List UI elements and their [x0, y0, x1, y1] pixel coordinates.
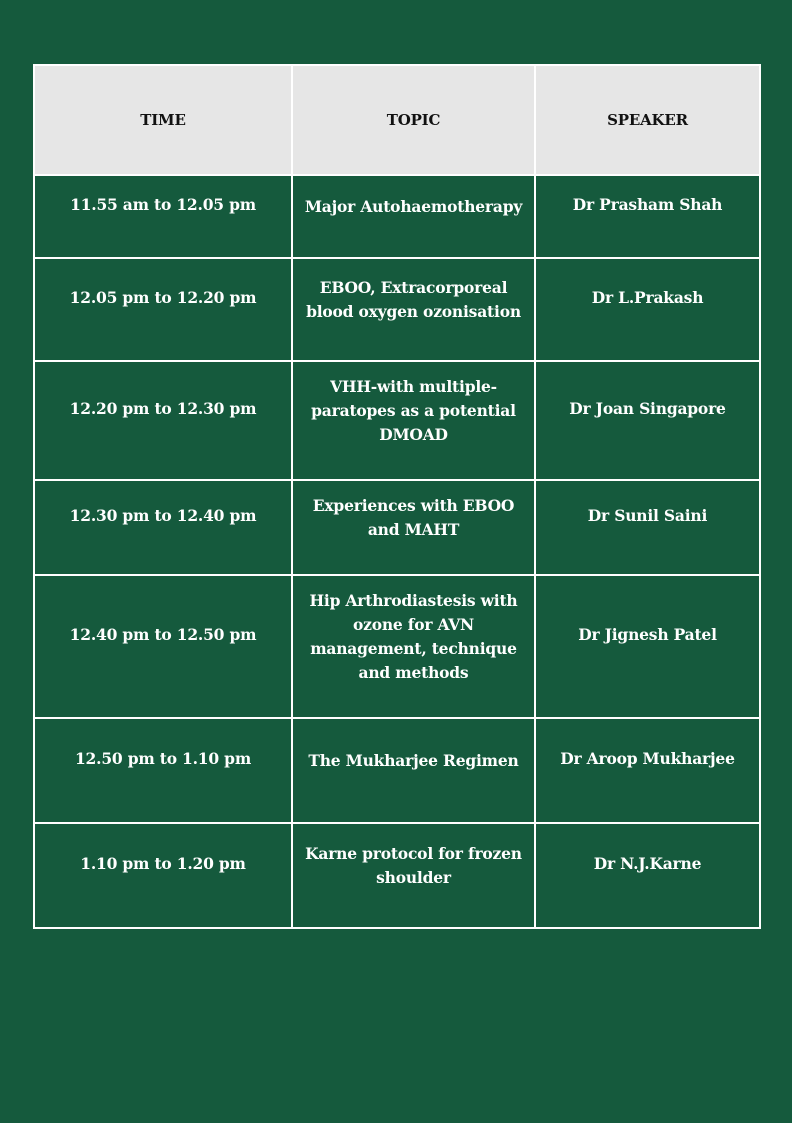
speaker-cell: Dr Aroop Mukharjee	[535, 718, 760, 823]
schedule-table	[33, 64, 761, 929]
speaker-cell: Dr L.Prakash	[535, 258, 760, 361]
topic-cell: VHH-with multiple-paratopes as a potential DMOAD	[292, 361, 535, 480]
table-row	[34, 480, 760, 575]
table-row	[34, 175, 760, 258]
header-row	[34, 65, 760, 175]
speaker-cell: Dr Prasham Shah	[535, 175, 760, 258]
topic-cell: Karne protocol for frozen shoulder	[292, 823, 535, 928]
speaker-cell: Dr Joan Singapore	[535, 361, 760, 480]
table-row	[34, 718, 760, 823]
speaker-cell: Dr N.J.Karne	[535, 823, 760, 928]
topic-cell: EBOO, Extracorporeal blood oxygen ozonisation	[292, 258, 535, 361]
table-row	[34, 361, 760, 480]
time-cell: 12.50 pm to 1.10 pm	[34, 718, 292, 823]
header-time: TIME	[34, 65, 292, 175]
table-row	[34, 823, 760, 928]
topic-cell: The Mukharjee Regimen	[292, 718, 535, 823]
header-topic: TOPIC	[292, 65, 535, 175]
topic-cell: Major Autohaemotherapy	[292, 175, 535, 258]
topic-cell: Hip Arthrodiastesis with ozone for AVN management, technique and methods	[292, 575, 535, 718]
time-cell: 12.05 pm to 12.20 pm	[34, 258, 292, 361]
topic-cell: Experiences with EBOO and MAHT	[292, 480, 535, 575]
time-cell: 12.30 pm to 12.40 pm	[34, 480, 292, 575]
header-speaker: SPEAKER	[535, 65, 760, 175]
time-cell: 12.40 pm to 12.50 pm	[34, 575, 292, 718]
time-cell: 11.55 am to 12.05 pm	[34, 175, 292, 258]
speaker-cell: Dr Sunil Saini	[535, 480, 760, 575]
table-row	[34, 258, 760, 361]
time-cell: 12.20 pm to 12.30 pm	[34, 361, 292, 480]
table-row	[34, 575, 760, 718]
speaker-cell: Dr Jignesh Patel	[535, 575, 760, 718]
time-cell: 1.10 pm to 1.20 pm	[34, 823, 292, 928]
